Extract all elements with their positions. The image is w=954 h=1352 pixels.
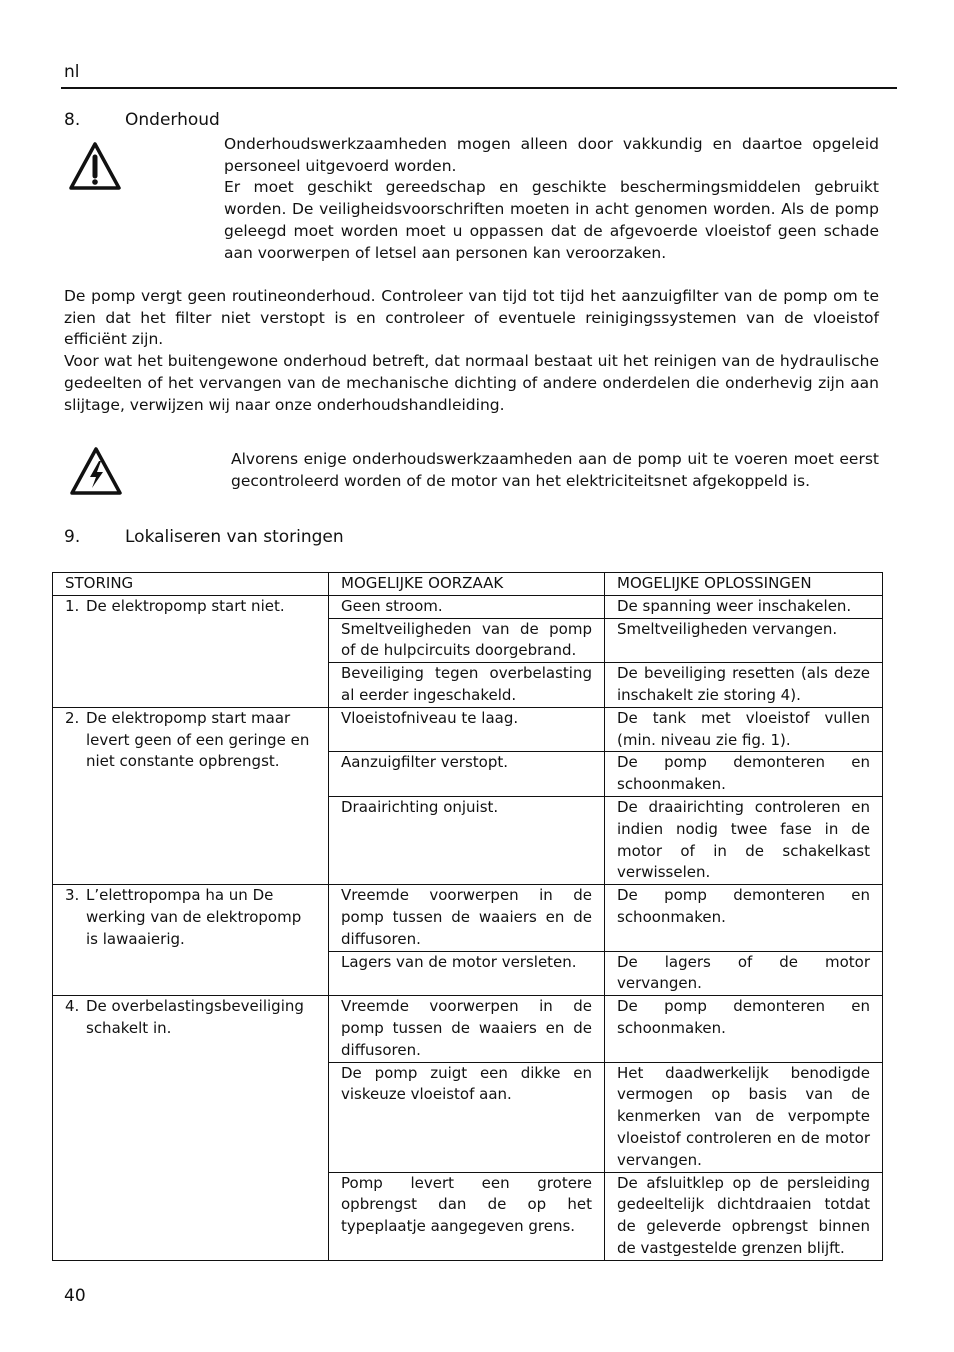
section-9-number: 9. [64,527,81,547]
body-paragraph-1: De pomp vergt geen routineonderhoud. Controleer van tijd tot tijd het aanzuigfilter van de pomp om te zien dat het filter niet verstopt is en controleer of eventuele reinigingssystemen van de vloeistof efficiënt zijn. [64,287,879,349]
solution-cell: De draairichting controleren en indien nodig twee fase in de motor of in de schakelkast verwisselen. [605,796,883,884]
section-8-number: 8. [64,110,81,130]
cause-cell: Lagers van de motor versleten. [329,951,605,996]
storing-number: 1. [65,596,80,615]
solution-cell: De lagers of de motor vervangen. [605,951,883,996]
section-8-title: Onderhoud [125,110,220,130]
storing-text: L’elettropompa ha un De werking van de elektropomp is lawaaierig. [86,886,302,948]
storing-text: De elektropomp start niet. [86,596,285,615]
cause-cell: Draairichting onjuist. [329,796,605,884]
cause-cell: Vreemde voorwerpen in de pomp tussen de waaiers en de diffusoren. [329,885,605,951]
troubleshooting-table [52,572,883,1261]
cause-cell: Vloeistofniveau te laag. [329,707,605,752]
storing-text: De overbelastingsbeveiliging schakelt in. [86,997,304,1037]
storing-text: De elektropomp start maar levert geen of een geringe en niet constante opbrengst. [86,708,310,771]
header-rule [61,87,897,89]
warning-icon [69,141,121,195]
language-code: nl [64,62,80,82]
electric-hazard-icon [70,446,122,500]
storing-cell [53,707,329,884]
table-row [53,707,883,752]
body-paragraph-2: Voor wat het buitengewone onderhoud betreft, dat normaal bestaat uit het reinigen van de hydraulische gedeelten of het vervangen van de mechanische dichting of andere onderdelen die onderhevig zijn aan slijtage, verwijzen wij naar onze onderhoudshandleiding. [64,352,879,414]
cause-cell: Smeltveiligheden van de pomp of de hulpcircuits doorgebrand. [329,618,605,663]
electric-warning-paragraph [231,449,879,492]
solution-cell: De pomp demonteren en schoonmaken. [605,752,883,797]
storing-number: 2. [65,708,80,727]
electric-warning-text: Alvorens enige onderhoudswerkzaamheden aan de pomp uit te voeren moet eerst gecontroleerd worden of de motor van het elektriciteitsnet afgekoppeld is. [231,450,879,490]
solution-cell: De afsluitklep op de persleiding gedeeltelijk dichtdraaien totdat de geleverde opbrengst binnen de vastgestelde grenzen blijft. [605,1172,883,1260]
table-row [53,996,883,1062]
warning-text-1: Onderhoudswerkzaamheden mogen alleen door vakkundig en daartoe opgeleid personeel uitgevoerd worden. [224,135,879,175]
header-cause: MOGELIJKE OORZAAK [329,573,605,596]
solution-cell: De tank met vloeistof vullen (min. niveau zie fig. 1). [605,707,883,752]
cause-cell: De pomp zuigt een dikke en viskeuze vloeistof aan. [329,1062,605,1172]
storing-number: 3. [65,886,80,905]
solution-cell: Het daadwerkelijk benodigde vermogen op basis van de kenmerken van de verpompte vloeistof controleren en de motor vervangen. [605,1062,883,1172]
cause-cell: Vreemde voorwerpen in de pomp tussen de waaiers en de diffusoren. [329,996,605,1062]
cause-cell: Aanzuigfilter verstopt. [329,752,605,797]
header-storing: STORING [53,573,329,596]
page-number: 40 [64,1286,86,1306]
cause-cell: Pomp levert een grotere opbrengst dan de op het typeplaatje aangegeven grens. [329,1172,605,1260]
table-row [53,595,883,618]
cause-cell: Beveiliging tegen overbelasting al eerder ingeschakeld. [329,663,605,708]
storing-cell [53,996,329,1261]
warning-paragraph [224,134,879,264]
storing-number: 4. [65,997,80,1016]
solution-cell: De beveiliging resetten (als deze inschakelt zie storing 4). [605,663,883,708]
solution-cell: De pomp demonteren en schoonmaken. [605,996,883,1062]
warning-text-2: Er moet geschikt gereedschap en geschikte beschermingsmiddelen gebruikt worden. De veiligheidsvoorschriften moeten in acht genomen worden. Als de pomp geleegd moet worden moet u oppassen dat de afgevoerde vloeistof geen schade aan voorwerpen of letsel aan personen kan veroorzaken. [224,178,879,262]
cause-cell: Geen stroom. [329,595,605,618]
storing-cell [53,595,329,707]
header-solution: MOGELIJKE OPLOSSINGEN [605,573,883,596]
solution-cell: De pomp demonteren en schoonmaken. [605,885,883,951]
solution-cell: Smeltveiligheden vervangen. [605,618,883,663]
solution-cell: De spanning weer inschakelen. [605,595,883,618]
maintenance-body [64,286,879,416]
section-9-title: Lokaliseren van storingen [125,527,344,547]
table-row [53,885,883,951]
storing-cell [53,885,329,996]
table-header-row [53,573,883,596]
